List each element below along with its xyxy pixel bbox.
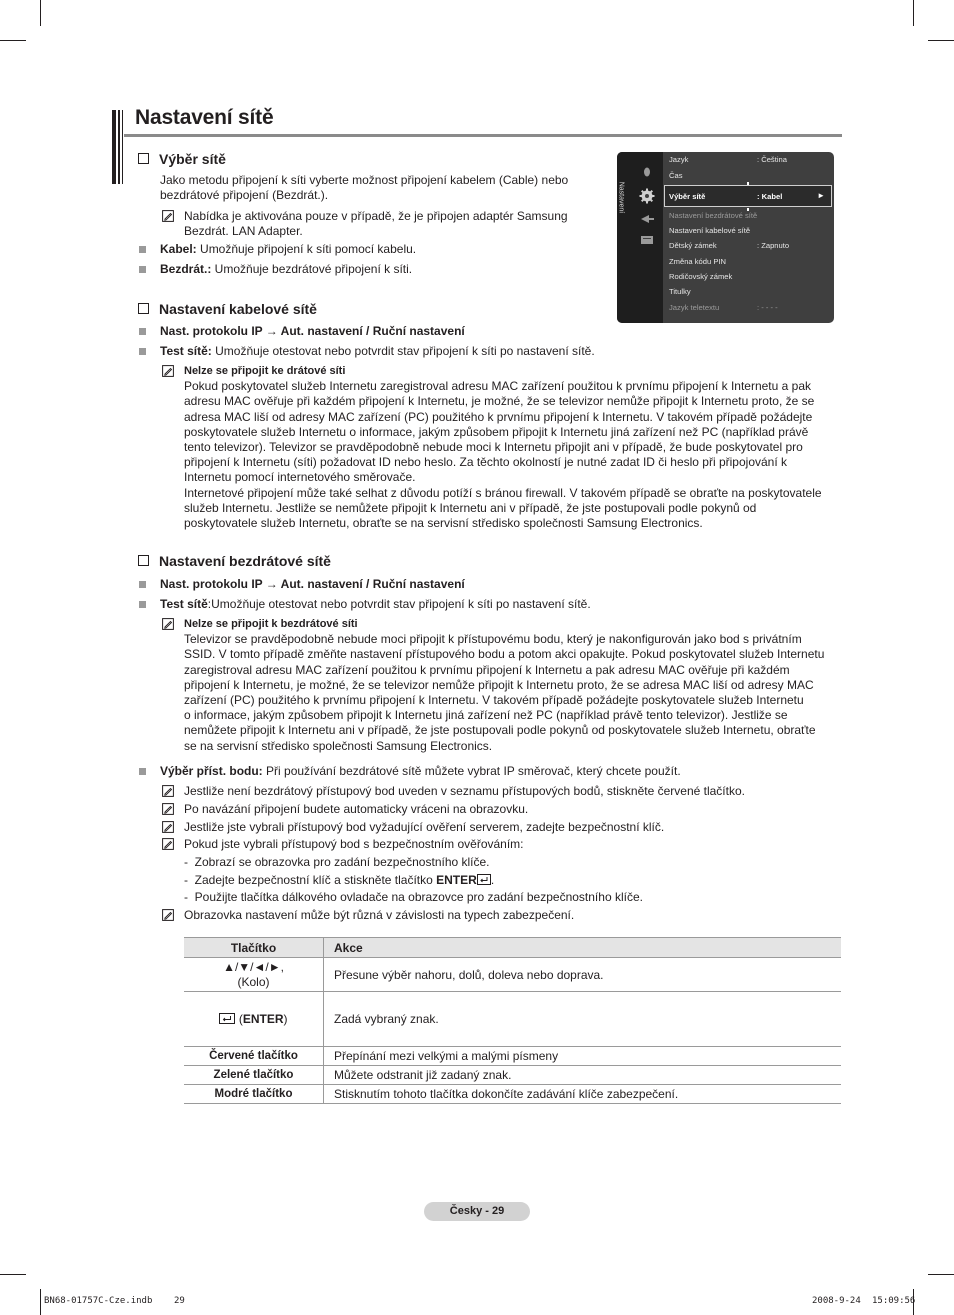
note-icon xyxy=(162,803,174,815)
dash-item: - Zobrazí se obrazovka pro zadání bezpečnostního klíče. xyxy=(184,855,490,869)
note-icon xyxy=(162,838,174,850)
table-key-cell: Červené tlačítko xyxy=(184,1047,324,1066)
section-heading-cable-setup: Nastavení kabelové sítě xyxy=(138,301,317,317)
menu-row-network-select: Výběr sítě : Kabel ► xyxy=(664,185,832,207)
menu-arrow-right-icon: ► xyxy=(817,191,825,200)
crop-mark xyxy=(40,1289,41,1315)
note-icon xyxy=(162,821,174,833)
table-key-cell: (ENTER) xyxy=(184,992,324,1047)
input-icon xyxy=(639,213,655,225)
crop-mark xyxy=(928,40,954,41)
bullet-access-point-select: Výběr příst. bodu: Při používání bezdrátové sítě můžete vybrat IP směrovač, který chcete použít. xyxy=(160,764,681,779)
table-row xyxy=(184,1047,841,1066)
menu-row-language: Jazyk : Čeština xyxy=(669,155,787,164)
table-row xyxy=(184,1085,841,1104)
table-header-action: Akce xyxy=(324,938,842,958)
bullet-network-test: Test sítě: Umožňuje otestovat nebo potvrdit stav připojení k síti po nastavení sítě. xyxy=(160,344,595,359)
page-title: Nastavení sítě xyxy=(135,106,274,129)
page-number-badge: Česky - 29 xyxy=(424,1202,530,1221)
footer-filename: BN68-01757C-Cze.indb xyxy=(44,1296,153,1306)
title-rule xyxy=(124,134,842,137)
application-icon xyxy=(639,234,655,246)
footer-pagenum: 29 xyxy=(174,1296,185,1306)
enter-icon xyxy=(477,874,491,885)
menu-row-time: Čas xyxy=(669,171,683,180)
note-line: Jestliže jste vybrali přístupový bod vyžadující ověření serverem, zadejte bezpečnostní klíč. xyxy=(184,820,665,834)
table-header-button: Tlačítko xyxy=(184,938,324,958)
table-key-cell: ▲/▼/◄/►, (Kolo) xyxy=(184,958,324,992)
footer-date: 2008-9-24 xyxy=(812,1296,861,1306)
dash-item: - Použijte tlačítka dálkového ovladače na obrazovce pro zadání bezpečnostního klíče. xyxy=(184,890,643,904)
section-heading-network-select: Výběr sítě xyxy=(138,151,226,167)
crop-mark xyxy=(913,0,914,26)
section1-note: Nabídka je aktivována pouze v případě, že je připojen adaptér Samsung Bezdrát. LAN Adapter. xyxy=(184,209,568,239)
note-line: Obrazovka nastavení může být různá v závislosti na typech zabezpečení. xyxy=(184,908,575,922)
button-action-table xyxy=(184,937,841,1104)
menu-row-change-pin: Změna kódu PIN xyxy=(669,257,726,266)
note-icon xyxy=(162,365,174,377)
gear-icon xyxy=(638,188,656,204)
table-key-cell: Zelené tlačítko xyxy=(184,1066,324,1085)
tv-menu-screenshot xyxy=(617,152,834,323)
note-icon xyxy=(162,909,174,921)
bullet-ip-protocol: Nast. protokolu IP → Aut. nastavení / Ruční nastavení xyxy=(160,324,465,339)
note-line: Pokud jste vybrali přístupový bod s bezpečnostním ověřováním: xyxy=(184,837,524,851)
table-action-cell: Můžete odstranit již zadaný znak. xyxy=(324,1066,842,1085)
table-action-cell: Stisknutím tohoto tlačítka dokončíte zadávání klíče zabezpečení. xyxy=(324,1085,842,1104)
note-line: Po navázání připojení budete automaticky vráceni na obrazovku. xyxy=(184,802,529,816)
note-line: Jestliže není bezdrátový přístupový bod uveden v seznamu přístupových bodů, stiskněte červené tlačítko. xyxy=(184,784,745,798)
note-icon xyxy=(162,618,174,630)
table-key-cell: Modré tlačítko xyxy=(184,1085,324,1104)
menu-row-child-lock: Dětský zámek : Zapnuto xyxy=(669,241,790,250)
table-action-cell: Přepínání mezi velkými a malými písmeny xyxy=(324,1047,842,1066)
bullet-ip-protocol-wireless: Nast. protokolu IP → Aut. nastavení / Ruční nastavení xyxy=(160,577,465,592)
menu-row-subtitles: Titulky xyxy=(669,287,691,296)
section-heading-wireless-setup: Nastavení bezdrátové sítě xyxy=(138,553,331,569)
bullet-wireless: Bezdrát.: Umožňuje bezdrátové připojení k síti. xyxy=(160,262,412,277)
crop-mark xyxy=(0,40,26,41)
bullet-network-test-wireless: Test sítě:Umožňuje otestovat nebo potvrdit stav připojení k síti po nastavení sítě. xyxy=(160,597,591,612)
menu-row-parental-lock: Rodičovský zámek xyxy=(669,272,733,281)
crop-mark xyxy=(928,1274,954,1275)
menu-row-cable-setup: Nastavení kabelové sítě xyxy=(669,226,751,235)
title-bars xyxy=(112,110,124,184)
crop-mark xyxy=(40,0,41,26)
section3-note: Nelze se připojit k bezdrátové síti Televizor se pravděpodobně nebude moci připojit k přístupovému bodu, který je nakonfigurován jako bod s privátním SSID. V tomto případě změňte nastavení přístupového bodu a potom akci opakujte. Pokud poskytovatel služeb Internetu zaregistroval adresu MAC zařízení použitou k prvnímu připojení k Internetu a pak adresu MAC ověřuje při každém připojení k Internetu, je možné, že se televizor nemůže připojit k Internetu proto, že se adresa MAC liší od adresy MAC zařízení (PC) použitého k prvnímu připojení k Internetu. V takovém případě požádejte poskytovatele služeb Internetu o informace, jakým způsobem připojit k Internetu jiná zařízení než PC (například právě tento televizor). Jestliže se nemůžete připojit k Internetu ani v případě, že jste postupovali podle pokynů od poskytovatele služeb Internetu, obraťte se na servisní středisko společnosti Samsung Electronics. xyxy=(184,618,825,753)
section1-intro: Jako metodu připojení k síti vyberte možnost připojení kabelem (Cable) nebo bezdrátové připojení (Bezdrát.). xyxy=(160,173,569,203)
table-action-cell: Přesune výběr nahoru, dolů, doleva nebo doprava. xyxy=(324,958,842,992)
crop-mark xyxy=(0,1274,26,1275)
section2-note: Nelze se připojit ke drátové síti Pokud poskytovatel služeb Internetu zaregistroval adresu MAC zařízení použitou k prvnímu připojení k Internetu a pak adresu MAC ověřuje při každém připojení k Internetu, je možné, že se televizor nemůže připojit k Internetu proto, že se adresa MAC liší od adresy MAC zařízení (PC) použitého k prvnímu připojení k Internetu. V takovém případě požádejte poskytovatele služeb Internetu o informace, jakým způsobem připojit k Internetu jiná zařízení než PC (například právě tento televizor). Televizor se pravděpodobně nebude moci k Internetu připojit ani v případě, že bude poskytovatel pro připojení k Internetu (síti) požadovat ID nebo heslo. Za těchto okolností je nutné zadat ID či heslo při připojování k Internetu pomocí internetového směrovače. Internetové připojení může také selhat z důvodu potíží s bránou firewall. V takovém případě se obraťte na poskytovatele služeb Internetu. Jestliže se nemůžete připojit k Internetu ani v případě, že jste postupovali podle pokynů od poskytovatele služeb Internetu, obraťte se na servisní středisko společnosti Samsung Electronics. xyxy=(184,365,822,531)
menu-row-wireless-setup: Nastavení bezdrátové sítě xyxy=(669,211,758,220)
picture-icon xyxy=(639,166,655,178)
table-row xyxy=(184,992,841,1047)
dash-item: - Zadejte bezpečnostní klíč a stiskněte tlačítko ENTER . xyxy=(184,873,495,887)
table-action-cell: Zadá vybraný znak. xyxy=(324,992,842,1047)
table-row xyxy=(184,1066,841,1085)
menu-row-teletext-language: Jazyk teletextu : - - - - xyxy=(669,303,778,312)
bullet-cable: Kabel: Umožňuje připojení k síti pomocí kabelu. xyxy=(160,242,416,257)
enter-icon xyxy=(219,1013,235,1024)
footer-time: 15:09:56 xyxy=(872,1296,916,1306)
table-header-row xyxy=(184,938,841,958)
table-row xyxy=(184,958,841,992)
note-icon xyxy=(162,785,174,797)
note-icon xyxy=(162,210,174,222)
menu-side-label: Nastavení xyxy=(617,181,625,214)
